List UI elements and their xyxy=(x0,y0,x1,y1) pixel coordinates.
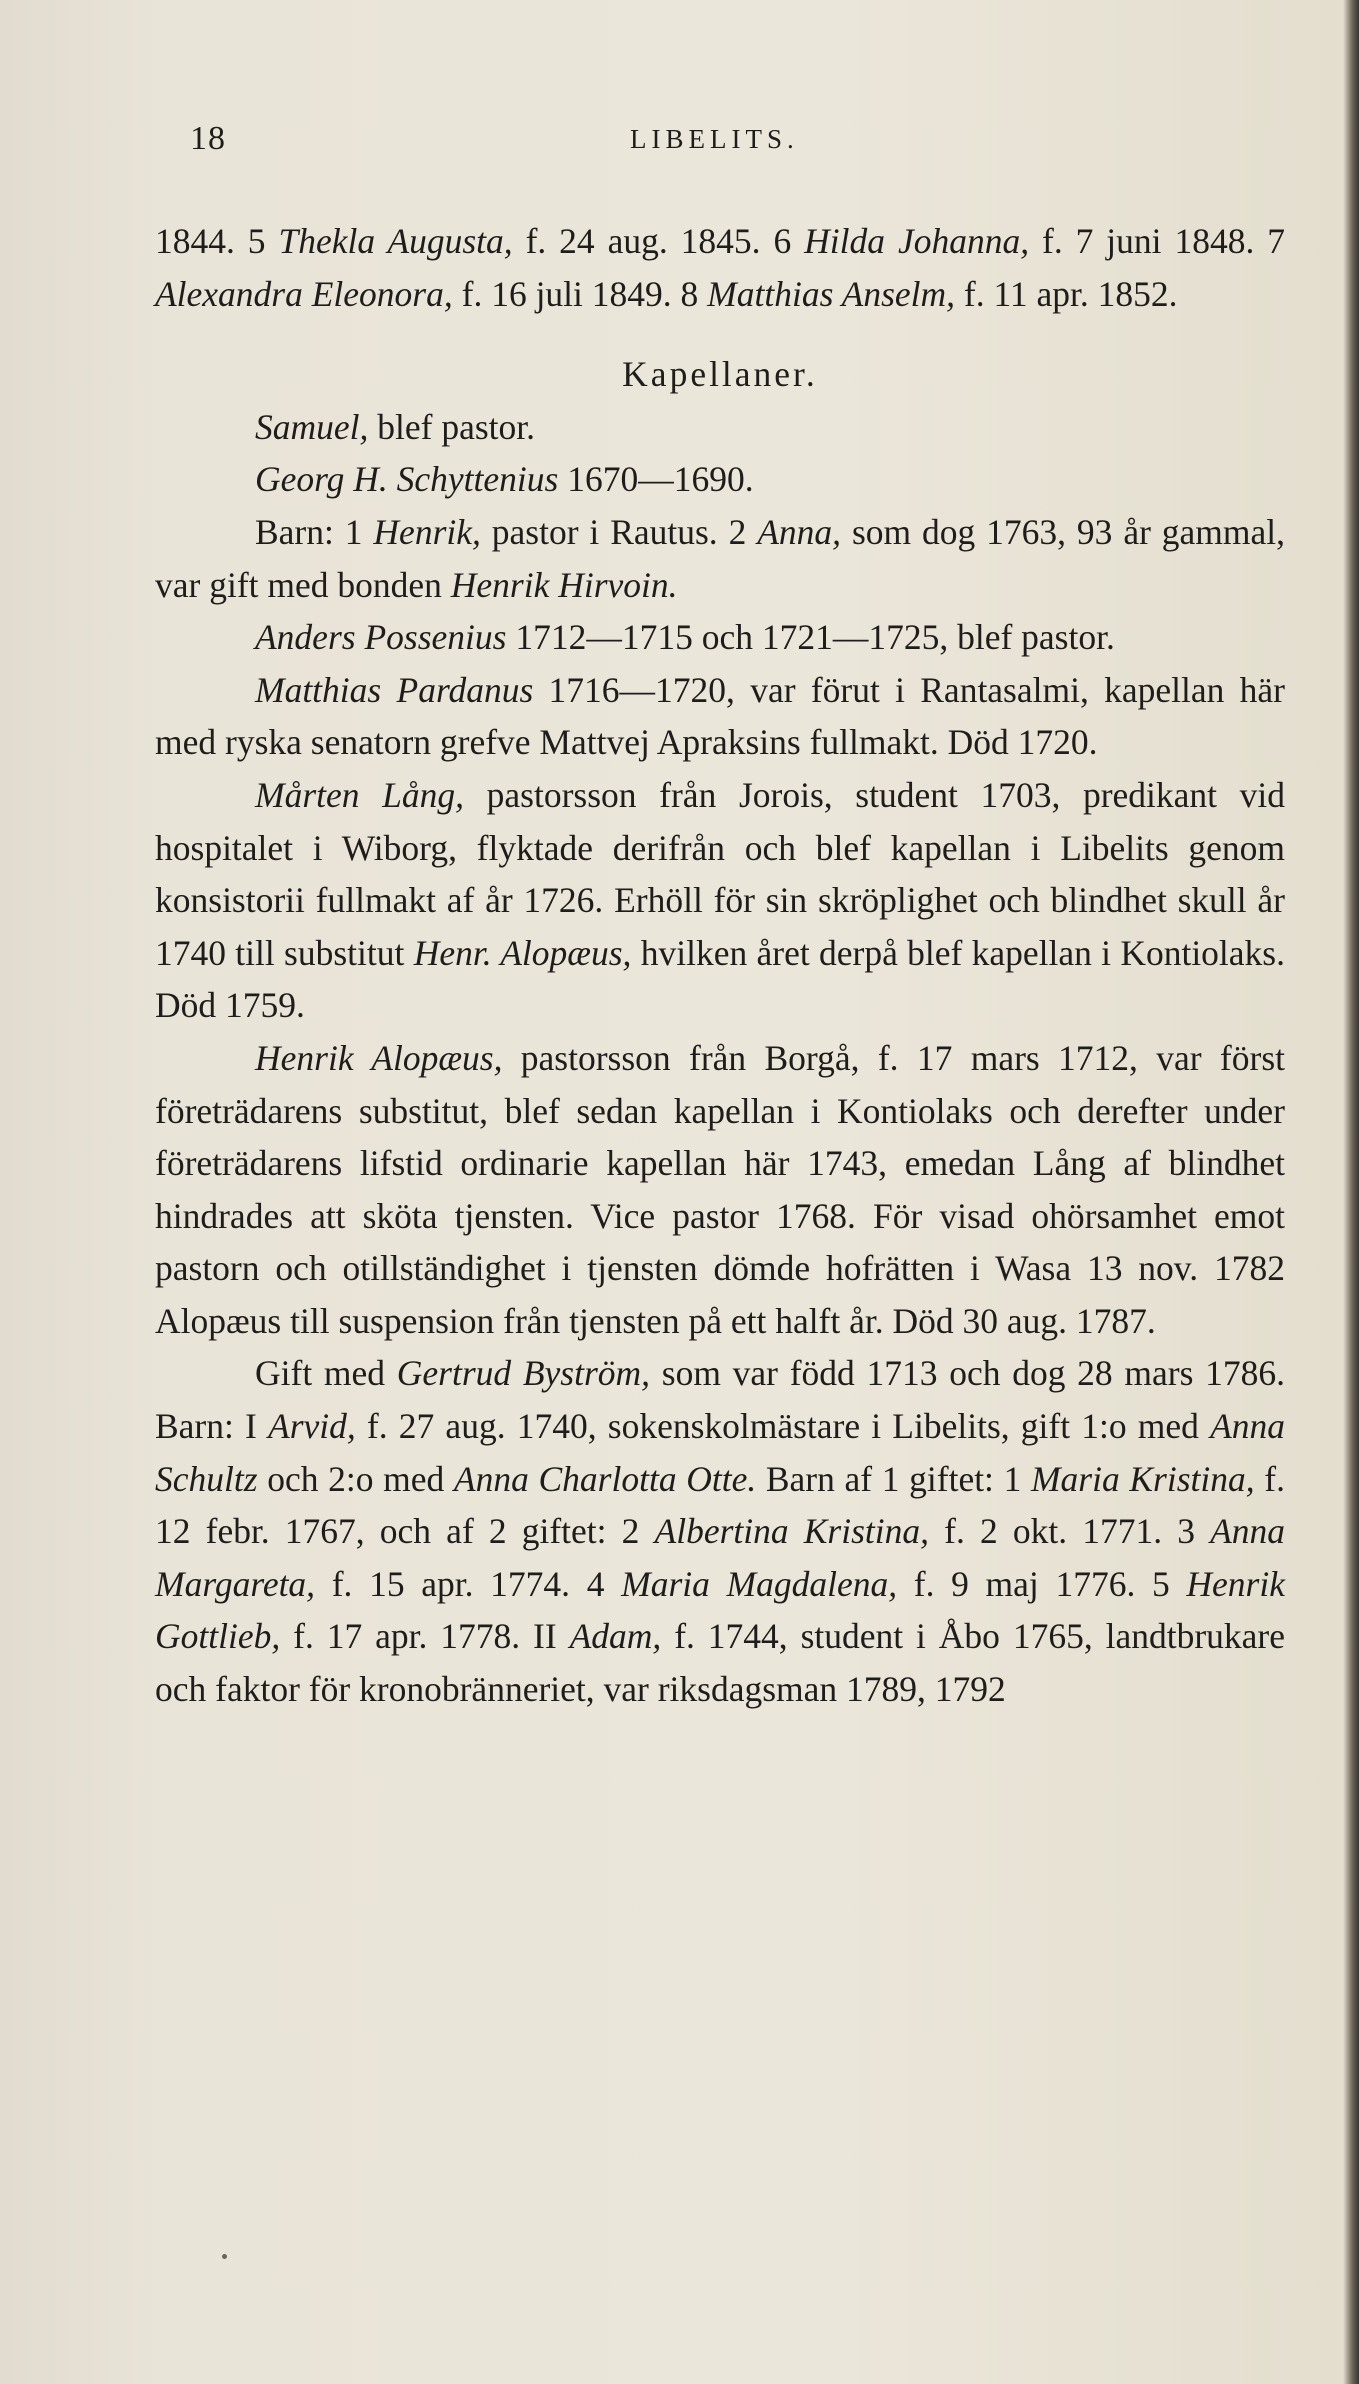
italic-name: Maria Kristina, xyxy=(1030,1458,1255,1499)
italic-name: Matthias Anselm, xyxy=(707,273,956,314)
italic-name: Gertrud Byström, xyxy=(396,1353,651,1394)
italic-name: Matthias Pardanus xyxy=(255,669,534,710)
text-run: f. 24 aug. 1845. 6 xyxy=(512,221,805,261)
text-run: f. 16 juli 1849. 8 xyxy=(452,273,708,314)
page-number: 18 xyxy=(190,120,226,157)
text-run: Barn: 1 xyxy=(255,511,374,552)
italic-name: Henr. Alopæus, xyxy=(413,932,632,973)
text-run: f. 1744, student i Åbo 1765, landtbrukare och faktor för kronobränneriet, var riksdagsman 1789, 1792 xyxy=(155,1616,1285,1710)
text-run: f. 17 apr. 1778. II xyxy=(280,1616,570,1657)
entry-paragraph xyxy=(155,506,1285,611)
italic-name: Henrik Hirvoin. xyxy=(450,564,678,605)
entry-paragraph xyxy=(155,611,1285,664)
text-run: 1712—1715 och 1721—1725, blef pastor. xyxy=(506,617,1115,658)
text-run: 1716—1720, var förut i Rantasalmi, kapellan här med ryska senatorn grefve Mattvej Apraksins fullmakt. Död 1720. xyxy=(155,669,1285,763)
entry-paragraph xyxy=(155,1347,1285,1715)
italic-name: Samuel, xyxy=(255,406,369,447)
text-run: pastorsson från Borgå, f. 17 mars 1712, var först företrädarens substitut, blef sedan kapellan i Kontiolaks och derefter under företrädarens lifstid ordinarie kapellan här 1743, emedan Lång af blindhet hindrades att sköta tjensten. Vice pastor 1768. För visad ohörsamhet emot pastorn och otillständighet i tjensten dömde hofrätten i Wasa 13 nov. 1782 Alopæus till suspension från tjensten på ett halft år. Död 30 aug. 1787. xyxy=(155,1037,1285,1341)
text-run: 1670—1690. xyxy=(558,459,754,500)
italic-name: Albertina Kristina, xyxy=(654,1511,930,1552)
entry-paragraph xyxy=(155,664,1285,769)
text-run: f. 27 aug. 1740, sokenskolmästare i Libelits, gift 1:o med xyxy=(355,1406,1211,1447)
text-run: Barn af 1 giftet: 1 xyxy=(756,1458,1031,1499)
italic-name: Georg H. Schyttenius xyxy=(255,459,559,500)
text-run: som dog 1763, 93 år gammal, var gift med bonden xyxy=(155,511,1286,605)
italic-name: Mårten Lång, xyxy=(255,774,465,815)
italic-name: Anders Possenius xyxy=(255,617,507,658)
italic-name: Anna, xyxy=(757,511,842,552)
text-run: f. 12 febr. 1767, och af 2 giftet: 2 xyxy=(155,1458,1285,1552)
entry-paragraph xyxy=(155,401,1285,454)
entry-paragraph xyxy=(155,1032,1285,1348)
text-run: pastorsson från Jorois, student 1703, predikant vid hospitalet i Wiborg, flyktade derifrån och blef kapellan i Libelits genom konsistorii fullmakt af år 1726. Erhöll för sin skröplighet och blindhet skull år 1740 till substitut xyxy=(155,774,1286,973)
italic-name: Henrik Gottlieb, xyxy=(155,1563,1285,1657)
italic-name: Adam, xyxy=(569,1616,662,1657)
text-run: f. 2 okt. 1771. 3 xyxy=(929,1511,1211,1552)
italic-name: Arvid, xyxy=(268,1406,356,1447)
italic-name: Thekla Augusta, xyxy=(278,221,513,261)
italic-name: Anna Schultz xyxy=(155,1406,1285,1499)
text-run: hvilken året derpå blef kapellan i Kontiolaks. Död 1759. xyxy=(155,932,1285,1026)
text-run: f. 7 juni 1848. 7 xyxy=(1029,221,1286,261)
entry-paragraph xyxy=(155,453,1285,506)
italic-name: Alexandra Eleonora, xyxy=(155,273,453,314)
entry-paragraph xyxy=(155,769,1285,1032)
italic-name: Anna Charlotta Otte. xyxy=(453,1458,757,1499)
text-run: f. 9 maj 1776. 5 xyxy=(897,1563,1187,1604)
intro-paragraph xyxy=(155,215,1285,320)
italic-name: Henrik Alopæus, xyxy=(255,1037,503,1078)
italic-name: Anna Margareta, xyxy=(155,1511,1286,1604)
text-run: pastor i Rautus. 2 xyxy=(480,511,758,552)
text-run: f. 15 apr. 1774. 4 xyxy=(315,1563,622,1604)
paper-speck xyxy=(222,2254,227,2259)
text-run: Gift med xyxy=(255,1353,397,1394)
text-run: blef pastor. xyxy=(368,406,536,447)
page-edge-shadow xyxy=(1343,0,1359,2384)
italic-name: Hilda Johanna, xyxy=(804,221,1030,261)
italic-name: Henrik, xyxy=(373,511,481,552)
text-run: som var född 1713 och dog 28 mars 1786. Barn: I xyxy=(155,1353,1285,1447)
text-run: och 2:o med xyxy=(257,1458,454,1499)
body-text xyxy=(155,215,1285,1716)
running-title: LIBELITS. xyxy=(630,124,799,154)
text-run: 1844. 5 xyxy=(155,221,279,261)
text-run: f. 11 apr. 1852. xyxy=(955,273,1178,314)
italic-name: Maria Magdalena, xyxy=(621,1563,898,1604)
kapellaner-entries xyxy=(155,401,1285,1716)
section-heading-kapellaner: Kapellaner. xyxy=(622,354,818,395)
page-header xyxy=(190,120,1280,170)
